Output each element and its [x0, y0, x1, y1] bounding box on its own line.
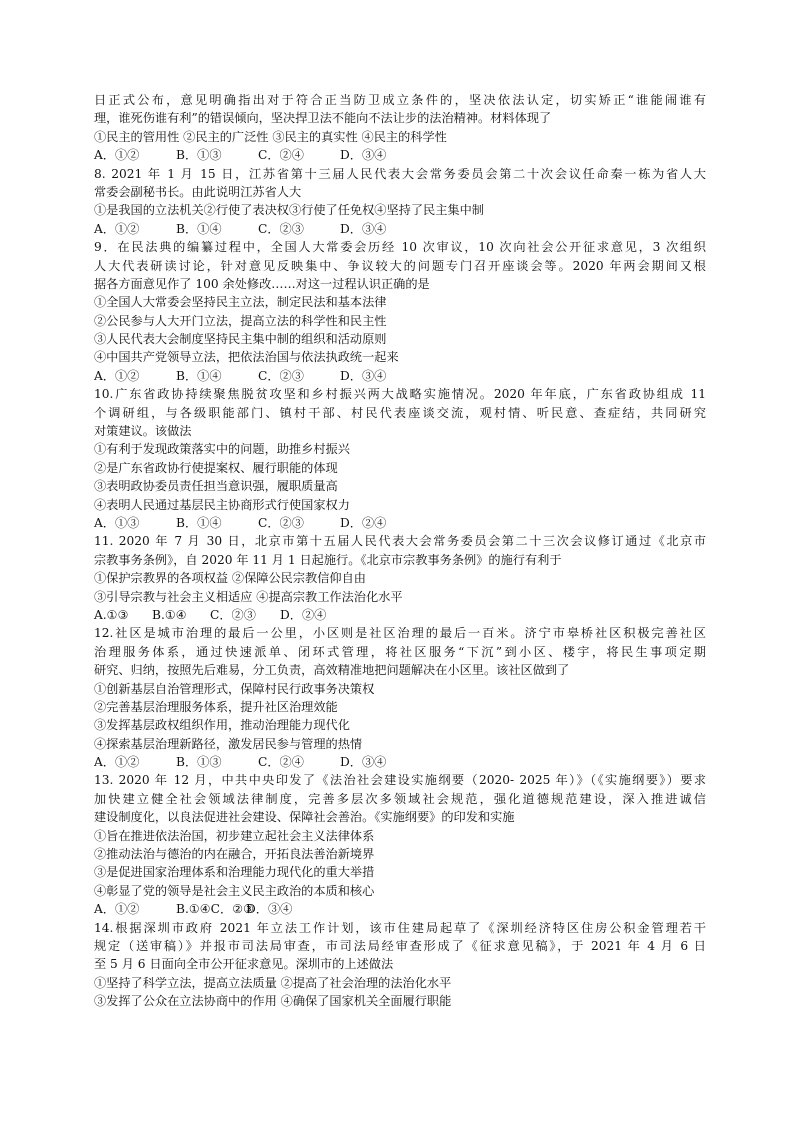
text-line: 10.广东省政协持续聚焦脱贫攻坚和乡村振兴两大战略实施情况。2020 年年底，广东省政协组成 11 — [94, 387, 706, 402]
text-line: 人大代表研读讨论，针对意见反映集中、争议较大的问题专门召开座谈会等。2020 年两会期间又根 — [94, 258, 706, 273]
answer-option: A．①② — [94, 902, 140, 917]
answer-option: A．①② — [94, 755, 140, 770]
text-line: 常委会副秘书长。由此说明江苏省人大 — [94, 184, 302, 199]
answer-option: A．①② — [94, 148, 140, 163]
text-line: 12.社区是城市治理的最后一公里，小区则是社区治理的最后一百米。济宁市皋桥社区积极完善社区 — [94, 626, 706, 641]
text-line: ①全国人大常委会坚持民主立法，制定民法和基本法律 — [94, 295, 387, 310]
text-line: 理，谁死伤谁有利”的错误倾向，坚决捍卫法不能向不法让步的法治精神。材料体现了 — [94, 111, 552, 126]
text-line: ④探索基层治理新路径，激发居民参与管理的热情 — [94, 736, 363, 751]
answer-options — [94, 367, 706, 385]
answer-option: D．③④ — [340, 148, 387, 163]
text-line: ②推动法治与德治的内在融合，开拓良法善治新境界 — [94, 847, 375, 862]
text-line: 治理服务体系，通过快速派单、闭环式管理，将社区服务“下沉”到小区、楼宇，将民生事项定期 — [94, 644, 706, 659]
text-line: ②公民参与人大开门立法，提高立法的科学性和民主性 — [94, 313, 387, 328]
text-line: ②完善基层治理服务体系，提升社区治理效能 — [94, 699, 338, 714]
text-line: 至 5 月 6 日面向全市公开征求意见。深圳市的上述做法 — [94, 957, 394, 972]
answer-option: B.①④C．②③ — [176, 902, 255, 917]
text-line: 11. 2020 年 7 月 30 日，北京市第十五届人民代表大会常务委员会第二十三次会议修订通过《北京市 — [94, 534, 706, 549]
text-line: ③人民代表大会制度坚持民主集中制的组织和活动原则 — [94, 332, 387, 347]
answer-option: C．②③ — [210, 607, 256, 622]
exam-page — [94, 91, 706, 1011]
text-line: 13. 2020 年 12 月，中共中央印发了《法治社会建设实施纲要（2020- 2025 年）》（《实施纲要》）要求 — [94, 773, 706, 788]
text-line: ④表明人民通过基层民主协商形式行使国家权力 — [94, 497, 350, 512]
text-line: ③表明政协委员责任担当意识强，履职质量高 — [94, 479, 338, 494]
answer-option: A.①③ — [94, 607, 129, 622]
answer-options — [94, 146, 706, 164]
answer-option: C．②③ — [258, 515, 304, 530]
text-line: ④中国共产党领导立法，把依法治国与依法执政统一起来 — [94, 350, 399, 365]
answer-option: D．②④ — [280, 607, 327, 622]
answer-option: A．①③ — [94, 515, 140, 530]
text-line: 个调研组，与各级职能部门、镇村干部、村民代表座谈交流，观村情、听民意、查症结，共同研究 — [94, 405, 706, 420]
answer-option: B.①④ — [152, 607, 187, 622]
text-line: 加快建立健全社会领域法律制度，完善多层次多领域社会规范，强化道德规范建设，深入推进诚信 — [94, 791, 706, 806]
answer-option: D．③④ — [340, 755, 387, 770]
answer-option: A．①② — [94, 368, 140, 383]
answer-option: D．②④ — [340, 515, 387, 530]
text-line: ③是促进国家治理体系和治理能力现代化的重大举措 — [94, 865, 375, 880]
answer-option: B．①③ — [176, 755, 222, 770]
answer-option: D．③④ — [340, 368, 387, 383]
text-line: 宗教事务条例》，自 2020 年 11 月 1 日起施行。《北京市宗教事务条例》的施行有利于 — [94, 552, 562, 567]
answer-option: C．②③ — [258, 221, 304, 236]
text-line: ③引导宗教与社会主义相适应 ④提高宗教工作法治化水平 — [94, 589, 403, 604]
text-line: ①坚持了科学立法，提高立法质量 ②提高了社会治理的法治化水平 — [94, 975, 452, 990]
text-line: 对策建议。该做法 — [94, 424, 192, 439]
text-line: ①有利于发现政策落实中的问题，助推乡村振兴 — [94, 442, 350, 457]
text-line: 14.根据深圳市政府 2021 年立法工作计划，该市住建局起草了《深圳经济特区住房公积金管理若干 — [94, 920, 706, 935]
answer-option: D．③④ — [246, 902, 293, 917]
text-line: 研究、归纳，按照先后难易，分工负责，高效精准地把问题解决在小区里。该社区做到了 — [94, 663, 570, 678]
text-line: 建设制度化，以良法促进社会建设、保障社会善治。《实施纲要》的印发和实施 — [94, 810, 515, 825]
text-line: ③发挥了公众在立法协商中的作用 ④确保了国家机关全面履行职能 — [94, 994, 452, 1009]
answer-options — [94, 220, 706, 238]
text-line: ④彰显了党的领导是社会主义民主政治的本质和核心 — [94, 883, 375, 898]
answer-options — [94, 753, 706, 771]
text-line: ②是广东省政协行使提案权、履行职能的体现 — [94, 460, 338, 475]
text-line: 8. 2021 年 1 月 15 日，江苏省第十三届人民代表大会常务委员会第二十次会议任命秦一栋为省人大 — [94, 166, 706, 181]
text-line: 据各方面意见作了 100 余处修改……对这一过程认识正确的是 — [94, 276, 430, 291]
text-line: 日正式公布，意见明确指出对于符合正当防卫成立条件的，坚决依法认定，切实矫正“谁能闹谁有 — [94, 93, 706, 107]
text-line: ①民主的管用性 ②民主的广泛性 ③民主的真实性 ④民主的科学性 — [94, 129, 447, 144]
answer-option: B．①③ — [176, 148, 222, 163]
answer-options — [94, 606, 706, 624]
text-line: ③发挥基层政权组织作用，推动治理能力现代化 — [94, 718, 350, 733]
text-line: 9．在民法典的编纂过程中，全国人大常委会历经 10 次审议，10 次向社会公开征求意见，3 次组织 — [94, 240, 706, 255]
answer-option: B．①④ — [176, 221, 222, 236]
answer-options — [94, 900, 706, 918]
answer-option: C．②④ — [258, 148, 304, 163]
answer-option: B．①④ — [176, 368, 222, 383]
text-line: ①创新基层自治管理形式，保障村民行政事务决策权 — [94, 681, 375, 696]
answer-option: D．③④ — [340, 221, 387, 236]
answer-options — [94, 514, 706, 532]
text-line: ①旨在推进依法治国，初步建立起社会主义法律体系 — [94, 828, 375, 843]
text-line: 规定（送审稿）》并报市司法局审查，市司法局经审查形成了《征求意见稿》，于 2021 年 4 月 6 日 — [94, 938, 706, 953]
answer-option: B．①④ — [176, 515, 222, 530]
answer-option: C．②③ — [258, 368, 304, 383]
text-line: ①保护宗教界的各项权益 ②保障公民宗教信仰自由 — [94, 571, 366, 586]
answer-option: A．①② — [94, 221, 140, 236]
answer-option: C．②④ — [258, 755, 304, 770]
text-line: ①是我国的立法机关②行使了表决权③行使了任免权④坚持了民主集中制 — [94, 203, 484, 218]
